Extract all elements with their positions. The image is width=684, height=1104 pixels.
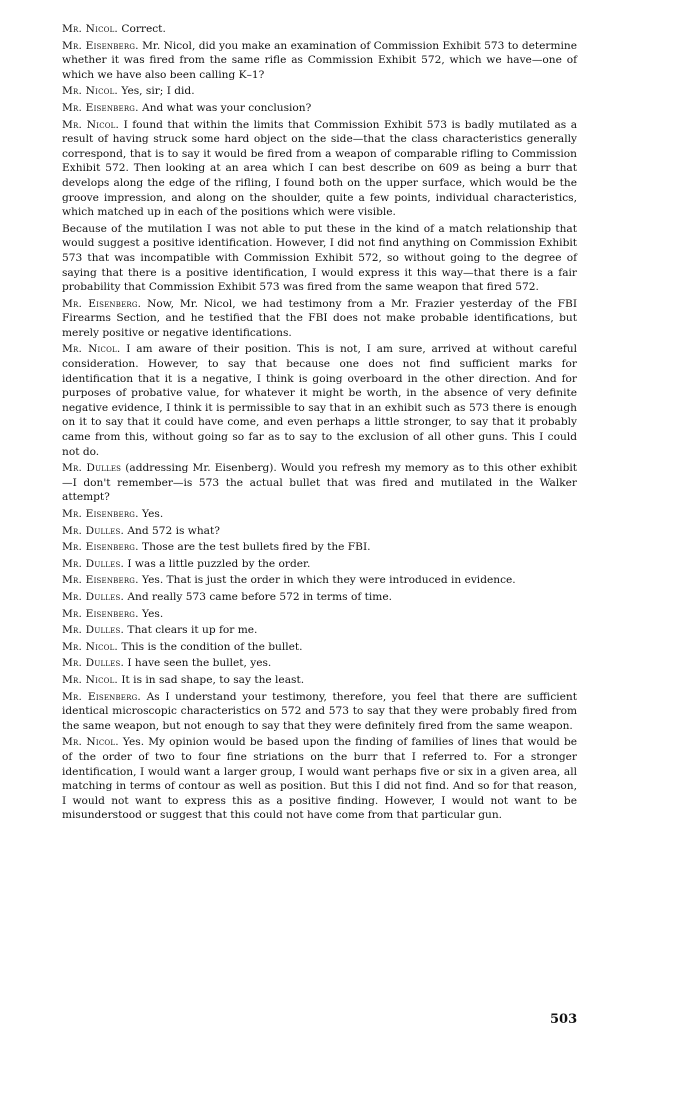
paragraph-text: Correct. (118, 23, 166, 35)
paragraph-text: (addressing Mr. Eisenberg). Would you refresh my memory as to this other exhibit—I don't remember—is 573 the actual bullet that was fired and mutilated in the Walker attempt? (62, 462, 577, 504)
speaker-name: Mr. Dulles. (62, 657, 125, 670)
testimony-paragraph (62, 461, 577, 505)
paragraph-text: Because of the mutilation I was not able to put these in the kind of a match relationship that would suggest a positive identification. However, I did not find anything on Commission Exhibit 573 that was incompatible with Commission Exhibit 572, so without going to the degree of saying that there is a positive identification, I would express it this way—that there is a fair probability that Commission Exhibit 573 was fired from the same weapon that fired 572. (62, 222, 577, 294)
speaker-name: Mr. Dulles (62, 462, 122, 475)
paragraph-text: I am aware of their position. This is not, I am sure, arrived at without careful consideration. However, to say that because one does not find sufficient marks for identification that it is a negative, I think is going overboard in the other direction. And for purposes of probative value, for whatever it might be worth, in the absence of very definite negative evidence, I think it is permissible to say that in an exhibit such as 573 there is enough on it to say that it could have come, and even perhaps a little stronger, to say that it probably came from this, without going so far as to say to the exclusion of all other guns. This I could not do. (62, 343, 578, 458)
testimony-paragraph (62, 623, 577, 638)
speaker-name: Mr. Eisenberg. (62, 39, 139, 52)
speaker-name: Mr. Eisenberg. (62, 297, 142, 310)
testimony-page (62, 22, 577, 825)
paragraph-text: As I understand your testimony, therefore, you feel that there are sufficient identical microscopic characteristics on 572 and 573 to say that they were probably fired from the same weapon, but not enough to say that they were definitely fired from the same weapon. (62, 690, 577, 732)
testimony-paragraph (62, 557, 577, 572)
page-number: 503 (550, 1012, 578, 1027)
speaker-name: Mr. Eisenberg. (62, 508, 139, 520)
speaker-name: Mr. Dulles. (62, 590, 125, 603)
paragraph-text: I found that within the limits that Commission Exhibit 573 is badly mutilated as a result of having struck some hard object on the side—that the class characteristics generally correspond, that is to say it would be fired from a weapon of comparable rifling to Commission Exhibit 572. Then looking at an area which I can best describe on 609 as being a burr that develops along the edge of the rifling, I found both on the upper surface, which would be the groove impression, and along on the shoulder, quite a few points, individual characteristics, which matched up in each of the positions which were visible. (62, 118, 578, 219)
paragraph-text: It is in sad shape, to say the least. (118, 673, 305, 686)
paragraph-text: Yes, sir; I did. (118, 85, 195, 98)
paragraph-text: Yes. (138, 607, 164, 620)
testimony-paragraph (62, 297, 577, 341)
paragraph-text: Yes. That is just the order in which they were introduced in evidence. (138, 574, 516, 587)
speaker-name: Mr. Eisenberg. (62, 690, 141, 703)
testimony-paragraph (62, 118, 577, 220)
speaker-name: Mr. Nicol. (62, 118, 120, 131)
testimony-paragraph (62, 590, 577, 605)
testimony-paragraph (62, 640, 577, 655)
paragraph-text: And what was your conclusion? (138, 101, 312, 114)
speaker-name: Mr. Nicol. (62, 343, 121, 356)
speaker-name: Mr. Dulles. (62, 557, 125, 570)
speaker-name: Mr. Nicol. (62, 23, 118, 35)
speaker-name: Mr. Nicol. (62, 673, 118, 686)
testimony-paragraph (62, 540, 577, 555)
paragraph-text: And 572 is what? (124, 524, 220, 537)
paragraph-text: And really 573 came before 572 in terms of time. (124, 590, 392, 603)
speaker-name: Mr. Dulles. (62, 524, 125, 537)
testimony-paragraph (62, 84, 577, 99)
testimony-paragraph (62, 342, 577, 459)
testimony-paragraph (62, 101, 577, 116)
paragraph-text: Mr. Nicol, did you make an examination of Commission Exhibit 573 to determine whether it was fired from the same rifle as Commission Exhibit 572, which we have—one of which we have also been calling K–1? (62, 39, 577, 81)
testimony-paragraph (62, 22, 577, 37)
paragraph-text: I was a little puzzled by the order. (124, 557, 311, 570)
testimony-paragraph (62, 673, 577, 688)
paragraph-text: I have seen the bullet, yes. (124, 657, 272, 670)
paragraph-text: Now, Mr. Nicol, we had testimony from a Mr. Frazier yesterday of the FBI Firearms Section, and he testified that the FBI does not make probable identifications, but merely positive or negative identifications. (62, 297, 577, 339)
testimony-paragraph (62, 39, 577, 83)
speaker-name: Mr. Eisenberg. (62, 574, 139, 587)
testimony-paragraph (62, 690, 577, 734)
speaker-name: Mr. Nicol. (62, 736, 119, 749)
paragraph-text: Yes. My opinion would be based upon the finding of families of lines that would be of the order of two to four fine striations on the burr that I referred to. For a stronger identification, I would want a larger group, I would want perhaps five or six in a given area, all matching in terms of contour as well as position. But this I did not find. And so for that reason, I would not want to express this as a positive finding. However, I would not want to be misunderstood or suggest that this could not have come from that particular gun. (62, 736, 578, 822)
speaker-name: Mr. Dulles. (62, 624, 125, 637)
speaker-name: Mr. Eisenberg. (62, 607, 139, 620)
testimony-paragraph (62, 607, 577, 622)
testimony-paragraph (62, 656, 577, 671)
testimony-paragraph (62, 573, 577, 588)
testimony-paragraph (62, 524, 577, 539)
testimony-paragraph (62, 222, 577, 295)
paragraph-text: Those are the test bullets fired by the FBI. (138, 541, 371, 554)
paragraph-text: Yes. (138, 508, 164, 520)
speaker-name: Mr. Eisenberg. (62, 101, 139, 114)
speaker-name: Mr. Nicol. (62, 85, 118, 98)
testimony-paragraph (62, 735, 577, 823)
paragraph-text: This is the condition of the bullet. (118, 640, 303, 653)
testimony-paragraph (62, 507, 577, 522)
speaker-name: Mr. Nicol. (62, 640, 118, 653)
paragraph-text: That clears it up for me. (124, 624, 258, 637)
speaker-name: Mr. Eisenberg. (62, 541, 139, 554)
